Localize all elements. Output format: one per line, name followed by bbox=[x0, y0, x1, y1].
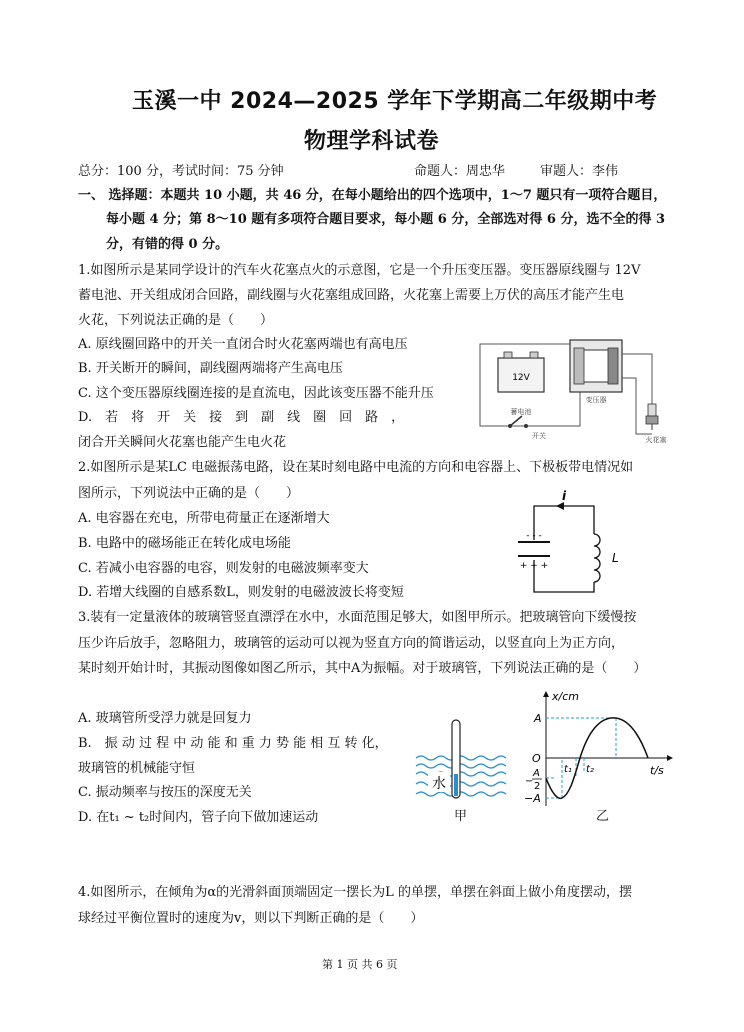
spark-plug-caption: 火花塞 bbox=[645, 436, 667, 444]
q3-option-c: C. 振动频率与按压的深度无关 bbox=[78, 785, 252, 800]
q1-ignition-diagram bbox=[474, 334, 674, 444]
tick-t2: t₂ bbox=[586, 764, 594, 775]
q2-stem-line1: 2.如图所示是某LC 电磁振荡电路，设在某时刻电路中电流的方向和电容器上、下极板带电情况如 bbox=[78, 460, 634, 475]
x-axis-label: t/s bbox=[650, 764, 664, 777]
q3-stem-line1: 3.装有一定量液体的玻璃管竖直漂浮在水中，水面范围足够大，如图甲所示。把玻璃管向下缓慢按 bbox=[78, 610, 637, 625]
q2-option-b: B. 电路中的磁场能正在转化成电场能 bbox=[78, 536, 291, 551]
q1-stem-line1: 1.如图所示是某同学设计的汽车火花塞点火的示意图，它是一个升压变压器。变压器原线圈与 12V bbox=[78, 263, 641, 278]
glass-tube-icon bbox=[452, 720, 460, 798]
q3-stem-line2: 压少许后放手，忽略阻力，玻璃管的运动可以视为竖直方向的简谐运动，以竖直向上为正方向， bbox=[78, 636, 625, 651]
inductor-coil-icon bbox=[594, 534, 600, 582]
page-footer: 第 1 页 共 6 页 bbox=[322, 958, 398, 971]
tick-neg-a: −A bbox=[524, 792, 541, 805]
current-arrow-icon bbox=[556, 502, 564, 510]
figure-yi-caption: 乙 bbox=[596, 809, 610, 824]
y-axis-label: x/cm bbox=[552, 690, 579, 703]
exam-subtitle: 物理学科试卷 bbox=[304, 129, 440, 154]
q3-stem-line3: 某时刻开始计时，其振动图像如图乙所示，其中A为振幅。对于玻璃管，下列说法正确的是（ ） bbox=[78, 661, 647, 676]
spark-plug-icon bbox=[646, 404, 658, 430]
score-time-info: 总分：100 分，考试时间：75 分钟 bbox=[78, 164, 284, 179]
q1-stem-line2: 蓄电池、开关组成闭合回路，副线圈与火花塞组成回路，火花塞上需要上万伏的高压才能产生电 bbox=[78, 288, 625, 303]
section1-instruction-line2: 每小题 4 分；第 8～10 题有多项符合题目要求，每小题 6 分，全部选对得 6 分，选不全的得 3 bbox=[106, 212, 666, 227]
q1-option-c: C. 这个变压器原线圈连接的是直流电，因此该变压器不能升压 bbox=[78, 386, 434, 401]
tick-a: A bbox=[534, 712, 542, 725]
tick-t1: t₁ bbox=[564, 764, 572, 775]
q2-stem-line2: 图所示，下列说法中正确的是（ ） bbox=[78, 486, 300, 501]
q3-option-d: D. 在t₁ ~ t₂时间内，管子向下做加速运动 bbox=[78, 810, 319, 825]
exam-title: 玉溪一中 2024—2025 学年下学期高二年级期中考 bbox=[132, 89, 658, 114]
figure-jia-caption: 甲 bbox=[454, 809, 468, 824]
capacitor-top-charge: - - - bbox=[526, 531, 542, 541]
inductor-label: L bbox=[612, 551, 619, 565]
section1-instruction-line1: 一、 选择题：本题共 10 小题，共 46 分，在每小题给出的四个选项中，1～7 题只有一项符合题目， bbox=[78, 188, 667, 203]
q1-option-d-line1: D. 若 将 开 关 接 到 副 线 圈 回 路 ， bbox=[78, 410, 405, 425]
section1-instruction-line3: 分，有错的得 0 分。 bbox=[106, 237, 229, 252]
setter-info: 命题人：周忠华 bbox=[414, 164, 506, 179]
battery-icon bbox=[498, 352, 544, 392]
q3-option-b-line2: 玻璃管的机械能守恒 bbox=[78, 761, 196, 776]
origin-label: O bbox=[532, 752, 541, 765]
q2-option-c: C. 若减小电容器的电容，则发射的电磁波频率变大 bbox=[78, 561, 369, 576]
q3-option-a: A. 玻璃管所受浮力就是回复力 bbox=[78, 711, 252, 726]
tick-half-a-denominator: 2 bbox=[534, 781, 541, 792]
q1-stem-line3: 火花，下列说法正确的是（ ） bbox=[78, 313, 274, 328]
q1-option-a: A. 原线圈回路中的开关一直闭合时火花塞两端也有高电压 bbox=[78, 337, 408, 352]
q1-option-d-line2: 闭合开关瞬间火花塞也能产生电火花 bbox=[78, 435, 287, 450]
q2-lc-circuit-diagram bbox=[504, 490, 634, 600]
switch-caption: 开关 bbox=[532, 432, 546, 440]
q2-option-a: A. 电容器在充电，所带电荷量正在逐渐增大 bbox=[78, 511, 330, 526]
tick-half-a-sign: − bbox=[525, 776, 534, 787]
q1-option-b: B. 开关断开的瞬间，副线圈两端将产生高电压 bbox=[78, 361, 343, 376]
capacitor-icon bbox=[518, 542, 550, 556]
reviewer-info: 审题人：李伟 bbox=[540, 164, 619, 179]
q3-option-b-line1: B. 振 动 过 程 中 动 能 和 重 力 势 能 相 互 转 化， bbox=[78, 736, 388, 751]
q3-figure-yi-graph bbox=[516, 688, 676, 818]
battery-voltage-label: 12V bbox=[512, 373, 530, 383]
transformer-icon bbox=[570, 340, 622, 392]
q4-stem-line1: 4.如图所示，在倾角为α的光滑斜面顶端固定一摆长为L 的单摆，单摆在斜面上做小角度摆动，摆 bbox=[78, 885, 632, 900]
q4-stem-line2: 球经过平衡位置时的速度为v，则以下判断正确的是（ ） bbox=[78, 911, 424, 926]
tick-half-a-numerator: A bbox=[533, 768, 540, 779]
water-label: 水 bbox=[432, 776, 446, 792]
q2-option-d: D. 若增大线圈的自感系数L，则发射的电磁波波长将变短 bbox=[78, 585, 404, 600]
current-label: i bbox=[562, 490, 567, 503]
capacitor-bottom-charge: + + + bbox=[519, 561, 549, 571]
transformer-caption: 变压器 bbox=[585, 396, 607, 404]
battery-caption: 蓄电池 bbox=[510, 408, 532, 416]
